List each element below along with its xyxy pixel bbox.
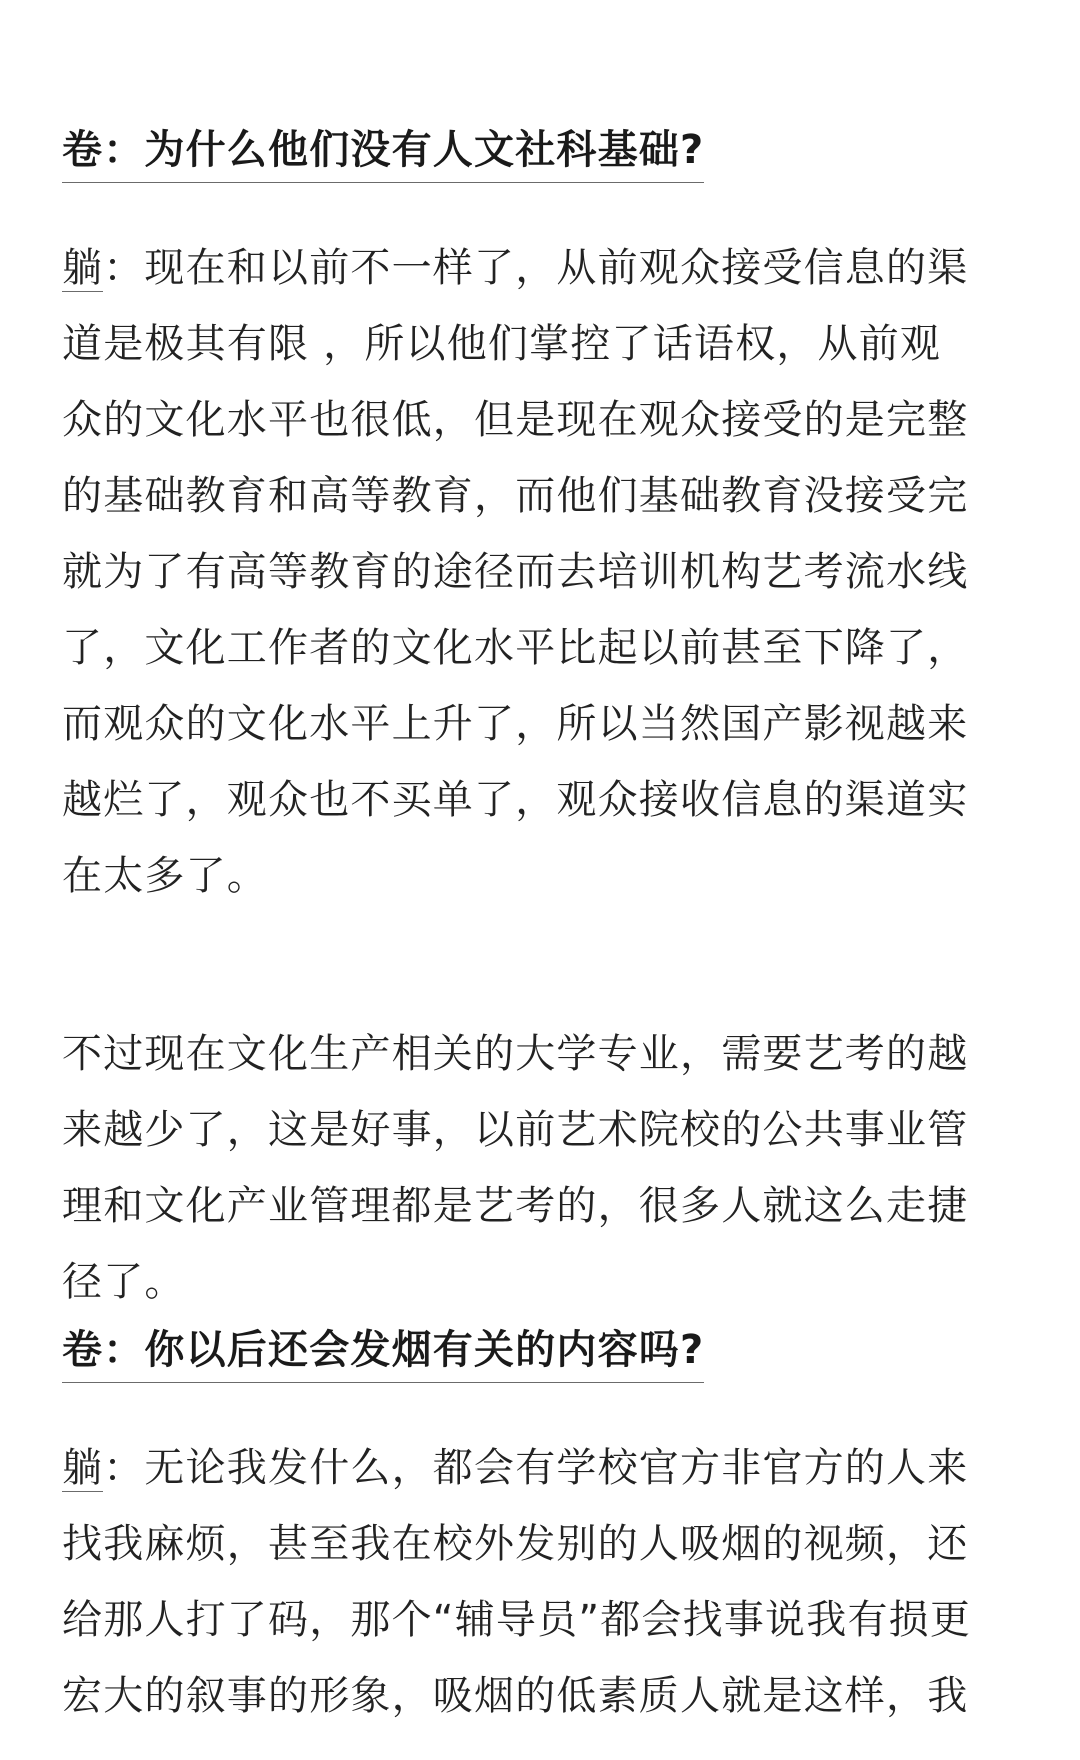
answer-paragraph	[62, 230, 1022, 914]
question-text: 卷：为什么他们没有人文社科基础?	[62, 127, 705, 173]
question-heading	[62, 122, 704, 183]
answer-paragraph-continued	[62, 940, 1022, 1320]
answer-text: ：现在和以前不一样了，从前观众接受信息的渠 道是极其有限 ，所以他们掌控了话语权，从前观 众的文化水平也很低，但是现在观众接受的是完整 的基础教育和高等教育，而他们基础教育没接受完 就为了有高等教育的途径而去培训机构艺考流水线 了，文化工作者的文化水平比起以前甚至下降了， 而观众的文化水平上升了，所以当然国产影视越来 越烂了，观众也不买单了，观众接收信息的渠道实 在太多了。	[62, 245, 969, 899]
answer-paragraph	[62, 1430, 1022, 1734]
answer-speaker: 躺	[62, 1445, 104, 1491]
answer-extra-text: 不过现在文化生产相关的大学专业，需要艺考的越 来越少了，这是好事，以前艺术院校的公共事业管 理和文化产业管理都是艺考的，很多人就这么走捷 径了。	[62, 1031, 969, 1305]
question-text: 卷：你以后还会发烟有关的内容吗?	[62, 1327, 705, 1373]
question-heading	[62, 1322, 704, 1383]
answer-text: ：无论我发什么，都会有学校官方非官方的人来 找我麻烦，甚至我在校外发别的人吸烟的视频，还 给那人打了码，那个“辅导员”都会找事说我有损更 宏大的叙事的形象，吸烟的低素质人就是这样，我	[62, 1445, 972, 1719]
answer-speaker: 躺	[62, 245, 104, 291]
